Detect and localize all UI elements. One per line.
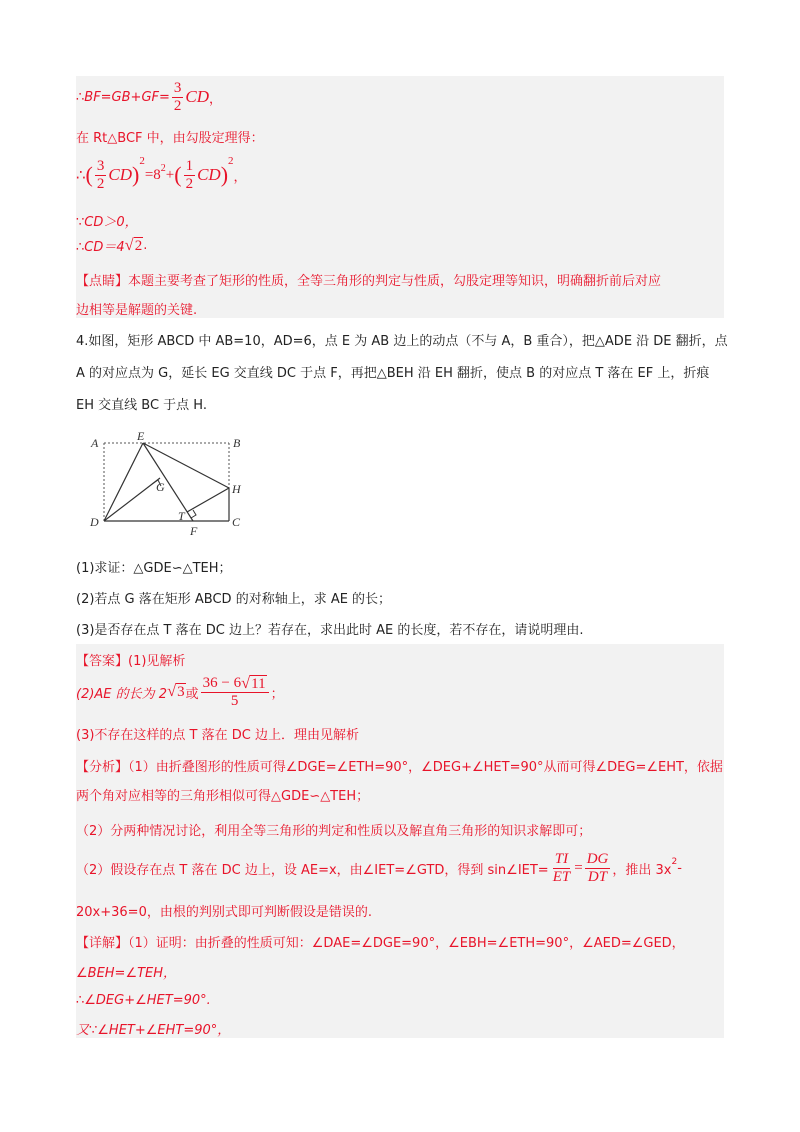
cd-positive-line: ∵CD＞0， bbox=[76, 215, 138, 230]
problem-line-1: 4.如图，矩形 ABCD 中 AB=10，AD=6，点 E 为 AB 边上的动点（不与 A，B 重合），把△ADE 沿 DE 翻折，点 bbox=[76, 334, 728, 349]
num-prefix: 36 − 6 bbox=[202, 675, 242, 691]
detail-line-3: ∴∠DEG+∠HET=90°. bbox=[76, 993, 211, 1008]
frac-den: 5 bbox=[230, 693, 239, 709]
cd-symbol: CD bbox=[185, 87, 210, 106]
sqrt-three: √ 3 bbox=[167, 681, 185, 701]
frac-den: 2 bbox=[96, 175, 105, 192]
right-paren: ) bbox=[132, 162, 140, 187]
sqrt-eleven: √ 11 bbox=[241, 672, 266, 692]
frac-num: TI bbox=[554, 851, 569, 867]
segment-th bbox=[187, 488, 229, 512]
fraction-one-half bbox=[184, 158, 196, 192]
exponent: 2 bbox=[139, 155, 145, 167]
answer-line-3: (3)不存在这样的点 T 落在 DC 边上．理由见解析 bbox=[76, 728, 359, 743]
comma: ， bbox=[233, 169, 247, 185]
fraction-dg-dt bbox=[585, 851, 611, 885]
label-t: T bbox=[178, 509, 185, 523]
label-h: H bbox=[232, 482, 241, 496]
frac-den: 2 bbox=[173, 97, 182, 114]
label-d: D bbox=[90, 515, 99, 529]
exponent: 2 bbox=[160, 162, 166, 174]
problem-line-3: EH 交直线 BC 于点 H. bbox=[76, 398, 207, 413]
analysis-line-4 bbox=[76, 846, 682, 890]
analysis4-suffix: ，推出 3x bbox=[612, 862, 672, 878]
answer-line-1: 【答案】(1)见解析 bbox=[76, 654, 186, 669]
exponent: 2 bbox=[671, 857, 678, 867]
label-g: G bbox=[156, 480, 165, 494]
label-f: F bbox=[190, 524, 198, 538]
detail-line-1: 【详解】（1）证明：由折叠的性质可知：∠DAE=∠DGE=90°，∠EBH=∠ETH=90°，∠AED=∠GED， bbox=[76, 936, 685, 951]
label-c: C bbox=[232, 515, 241, 529]
analysis-line-5: 20x+36=0，由根的判别式即可判断假设是错误的. bbox=[76, 905, 372, 920]
plus: + bbox=[165, 166, 175, 183]
frac-den: ET bbox=[552, 868, 571, 885]
radicand: 11 bbox=[251, 675, 266, 692]
label-a: A bbox=[91, 436, 99, 450]
key-point-line-1: 【点睛】本题主要考查了矩形的性质，全等三角形的判定与性质，勾股定理等知识，明确翻折前后对应 bbox=[76, 274, 662, 289]
frac-num: 3 bbox=[173, 80, 182, 96]
equals-eight: =8 bbox=[144, 166, 161, 183]
minus: - bbox=[677, 860, 682, 876]
fraction-ti-et bbox=[551, 851, 573, 885]
rectangle-fold-figure bbox=[86, 425, 266, 545]
sqrt-two: √ 2 bbox=[124, 234, 143, 254]
therefore-symbol: ∴ bbox=[76, 166, 86, 184]
analysis-line-3: （2）分两种情况讨论，利用全等三角形的判定和性质以及解直角三角形的知识求解即可； bbox=[76, 824, 592, 839]
frac-den: DT bbox=[587, 868, 608, 885]
segment-de bbox=[104, 443, 143, 521]
bf-equation-line bbox=[76, 82, 222, 112]
comma: ， bbox=[209, 91, 223, 107]
left-paren: ( bbox=[174, 162, 182, 187]
frac-num: 1 bbox=[185, 158, 194, 174]
radicand: 3 bbox=[177, 684, 185, 701]
period: . bbox=[143, 238, 148, 253]
semicolon: ； bbox=[270, 686, 284, 702]
answer2-fraction bbox=[201, 672, 269, 710]
equals: = bbox=[574, 859, 583, 876]
pythagoras-intro-line: 在 Rt△BCF 中，由勾股定理得： bbox=[76, 131, 264, 146]
segment-ef bbox=[143, 443, 193, 521]
pythagoras-equation-line bbox=[76, 155, 247, 195]
frac-num: DG bbox=[586, 851, 609, 867]
key-point-line-2: 边相等是解题的关键. bbox=[76, 303, 198, 318]
analysis4-prefix: （2）假设存在点 T 落在 DC 边上，设 AE=x，由∠IET=∠GTD，得到 sin∠IET= bbox=[76, 862, 549, 878]
fraction-three-halves-2 bbox=[95, 158, 107, 192]
cd-result-line bbox=[76, 236, 147, 255]
radicand: 2 bbox=[134, 237, 143, 254]
segment-dg bbox=[104, 478, 160, 521]
detail-line-4: 又∵∠HET+∠EHT=90°， bbox=[76, 1023, 231, 1038]
analysis-line-2: 两个角对应相等的三角形相似可得△GDE∽△TEH； bbox=[76, 789, 370, 804]
question-3: (3)是否存在点 T 落在 DC 边上？若存在，求出此时 AE 的长度，若不存在，请说明理由. bbox=[76, 623, 584, 638]
cd-symbol: CD bbox=[197, 165, 221, 184]
frac-den: 2 bbox=[185, 175, 194, 192]
detail-line-2: ∠BEH=∠TEH， bbox=[76, 966, 177, 981]
analysis-line-1: 【分析】（1）由折叠图形的性质可得∠DGE=∠ETH=90°，∠DEG+∠HET=90°从而可得∠DEG=∠EHT，依据 bbox=[76, 760, 723, 775]
fraction-three-halves bbox=[172, 80, 184, 114]
frac-num bbox=[201, 672, 269, 694]
question-1: (1)求证：△GDE∽△TEH； bbox=[76, 561, 232, 576]
right-paren: ) bbox=[220, 162, 229, 187]
cd-result-prefix: ∴CD＝4 bbox=[76, 240, 125, 255]
answer2-prefix: (2)AE 的长为 2 bbox=[76, 686, 168, 702]
bf-prefix: ∴BF=GB+GF= bbox=[76, 89, 170, 105]
problem-line-2: A 的对应点为 G，延长 EG 交直线 DC 于点 F，再把△BEH 沿 EH 翻折，使点 B 的对应点 T 落在 EF 上，折痕 bbox=[76, 366, 710, 381]
label-b: B bbox=[233, 436, 241, 450]
exponent: 2 bbox=[228, 155, 234, 167]
frac-num: 3 bbox=[96, 158, 105, 174]
answer-line-2 bbox=[76, 672, 284, 712]
left-paren: ( bbox=[85, 162, 93, 187]
question-2: (2)若点 G 落在矩形 ABCD 的对称轴上，求 AE 的长； bbox=[76, 592, 392, 607]
right-angle-mark-t bbox=[191, 510, 196, 518]
or-word: 或 bbox=[185, 686, 199, 702]
label-e: E bbox=[137, 429, 145, 443]
cd-symbol: CD bbox=[108, 165, 132, 184]
